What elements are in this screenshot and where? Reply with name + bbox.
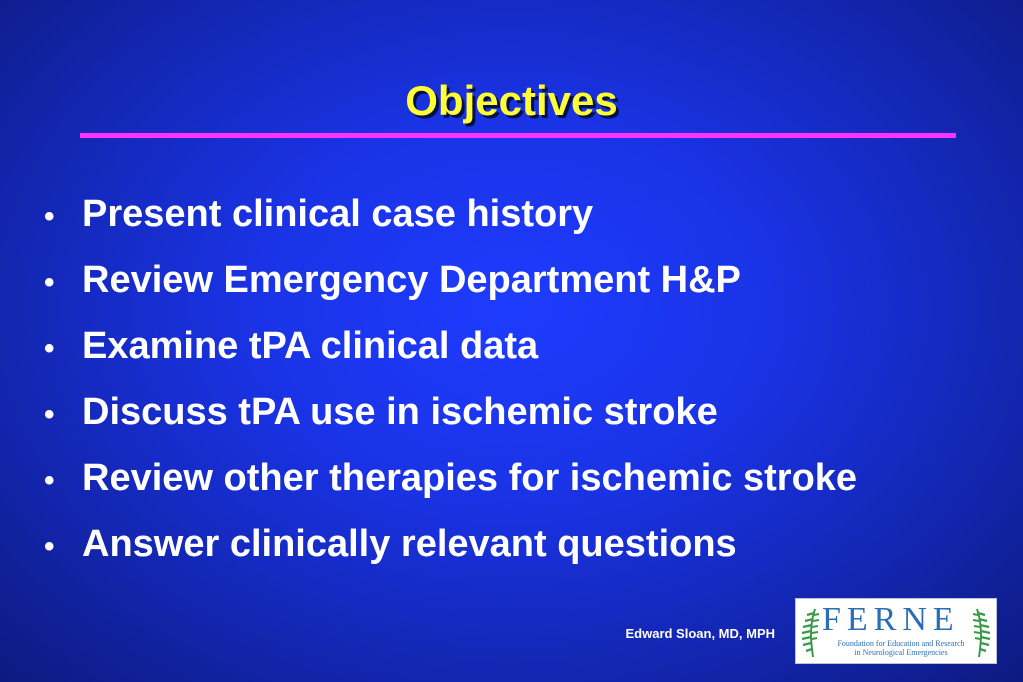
fern-right-icon	[971, 605, 993, 659]
bullet-text: Present clinical case history	[82, 193, 594, 235]
ferne-logo	[795, 598, 997, 664]
bullet-text: Review other therapies for ischemic stroke	[82, 457, 858, 499]
bullet-icon: •	[44, 266, 55, 299]
title-underline	[80, 133, 956, 138]
list-item	[44, 384, 857, 450]
logo-subtitle	[826, 639, 976, 657]
author-credit: Edward Sloan, MD, MPH	[625, 626, 775, 641]
bullet-icon: •	[44, 200, 55, 233]
fern-left-icon	[799, 605, 821, 659]
bullet-text: Review Emergency Department H&P	[82, 259, 741, 301]
logo-subtitle-line: Foundation for Education and Research	[837, 639, 965, 648]
list-item	[44, 516, 857, 582]
bullet-icon: •	[44, 530, 55, 563]
slide-title: Objectives	[405, 77, 618, 124]
logo-wordmark: FERNE	[822, 601, 960, 638]
bullet-text: Discuss tPA use in ischemic stroke	[82, 391, 718, 433]
bullet-text: Examine tPA clinical data	[82, 325, 539, 367]
logo-subtitle-line: in Neurological Emergencies	[854, 648, 948, 657]
bullet-icon: •	[44, 398, 55, 431]
list-item	[44, 252, 857, 318]
objectives-list	[44, 186, 857, 582]
bullet-text: Answer clinically relevant questions	[82, 523, 737, 565]
list-item	[44, 450, 857, 516]
bullet-icon: •	[44, 464, 55, 497]
list-item	[44, 186, 857, 252]
bullet-icon: •	[44, 332, 55, 365]
list-item	[44, 318, 857, 384]
